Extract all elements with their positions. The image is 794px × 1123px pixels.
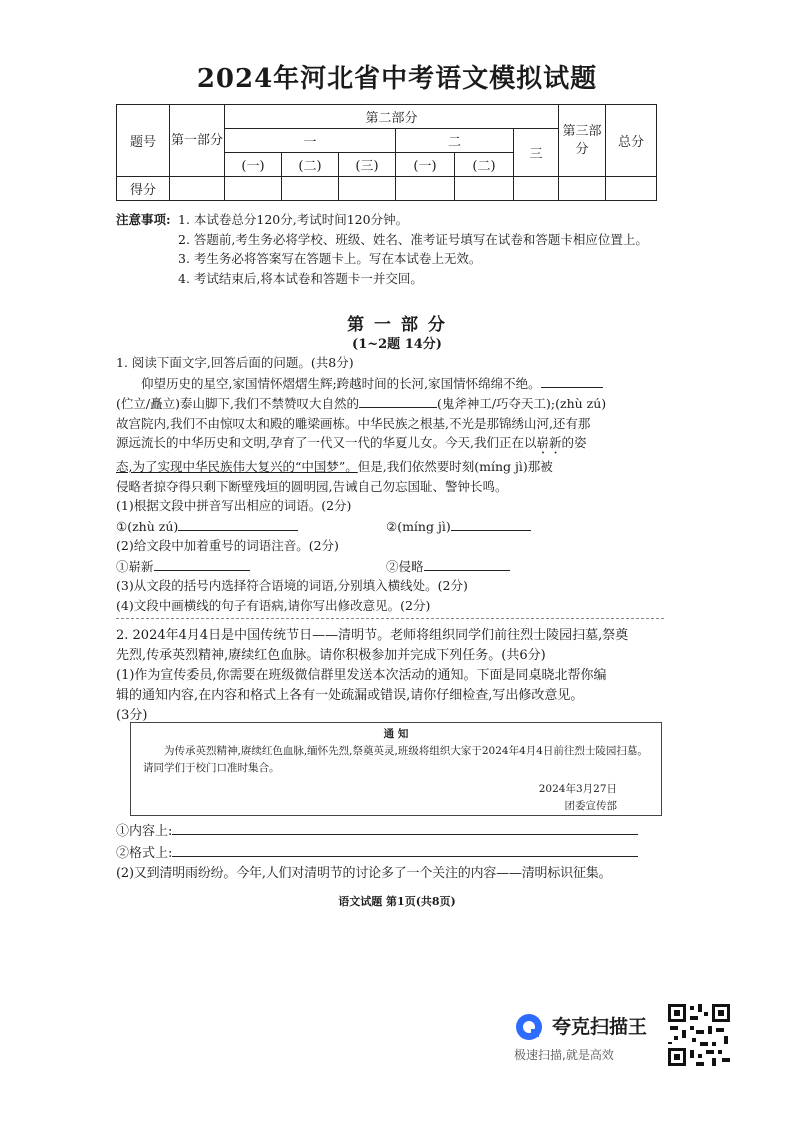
header-tihao: 题号 <box>117 105 170 177</box>
q1-stem: 1. 阅读下面文字,回答后面的问题。(共8分) <box>116 355 354 370</box>
notice-box <box>130 722 662 816</box>
score-table <box>116 104 657 201</box>
answer-blank[interactable] <box>541 373 603 388</box>
answer-blank[interactable] <box>172 842 638 857</box>
q1-para-line: (伫立/矗立)泰山脚下,我们不禁赞叹大自然的 (鬼斧神工/巧夺天工);(zhù zú) <box>116 393 664 414</box>
q2-line: 辑的通知内容,在内容和格式上各有一处疏漏或错误,请你仔细检查,写出修改意见。 <box>116 688 584 703</box>
q1-sub2-answers: ①崭新 ②侵略 <box>116 556 664 577</box>
page-footer: 语文试题 第1页(共8页) <box>338 895 456 908</box>
underlined-sentence: 态,为了实现中华民族伟大复兴的“中国梦”。 <box>116 459 358 474</box>
sub-col-4: (一) <box>396 153 455 177</box>
q1-sub4: (4)文段中画横线的句子有语病,请你写出修改意见。(2分) <box>116 597 431 613</box>
question-1 <box>116 353 664 615</box>
score-cell <box>170 177 225 201</box>
qr-code-icon <box>666 1002 732 1068</box>
q1-para-line: 故宫院内,我们不由惊叹太和殿的雕梁画栋。中华民族之根基,不光是那锦绣山河,还有那 <box>116 415 591 431</box>
q2-line: 2. 2024年4月4日是中国传统节日——清明节。老师将组织同学们前往烈士陵园扫墓,祭奠 <box>116 628 629 643</box>
answer-blank[interactable] <box>451 516 531 531</box>
scanner-brand <box>514 1008 664 1068</box>
score-cell <box>396 177 455 201</box>
notice-body: 为传承英烈精神,赓续红色血脉,缅怀先烈,祭奠英灵,班级将组织大家于2024年4月4日前往烈士陵园扫墓。请同学们于校门口准时集合。 <box>143 745 648 774</box>
q2-line: (2)又到清明雨纷纷。今年,人们对清明节的讨论多了一个关注的内容——清明标识征集。 <box>116 866 612 881</box>
q2-answer-format: ②格式上: <box>116 842 664 864</box>
q1-sub1: (1)根据文段中拼音写出相应的词语。(2分) <box>116 498 352 513</box>
answer-blank[interactable] <box>424 556 510 571</box>
q1-sub2: (2)给文段中加着重号的词语注音。(2分) <box>116 538 339 553</box>
note-1: 1. 本试卷总分120分,考试时间120分钟。 <box>178 212 409 227</box>
sub-col-3: (三) <box>339 153 396 177</box>
q2-answer-content: ①内容上: <box>116 820 664 842</box>
note-4: 4. 考试结束后,将本试卷和答题卡一并交回。 <box>178 270 423 286</box>
header-sec3: 三 <box>514 129 559 177</box>
header-sec1: 一 <box>225 129 396 153</box>
q1-para-line: 侵略者掠夺得只剩下断壁残垣的圆明园,告诫自己勿忘国耻、警钟长鸣。 <box>116 478 508 494</box>
brand-name: 夸克扫描王 <box>552 1016 648 1038</box>
note-3: 3. 考生务必将答案写在答题卡上。写在本试卷上无效。 <box>178 251 482 266</box>
notice-date: 2024年3月27日 <box>538 783 617 795</box>
q2-line: (1)作为宣传委员,你需要在班级微信群里发送本次活动的通知。下面是同桌晓北帮你编 <box>116 668 607 683</box>
q1-para-line: 态,为了实现中华民族伟大复兴的“中国梦”。但是,我们依然要时刻(míng jì)那被 <box>116 459 553 474</box>
scanner-logo-icon <box>514 1012 544 1042</box>
q1-sub3: (3)从文段的括号内选择符合语境的词语,分别填入横线处。(2分) <box>116 578 468 593</box>
answer-blank[interactable] <box>178 516 298 531</box>
part1-subtitle: (1~2题 14分) <box>352 337 442 352</box>
score-cell <box>559 177 606 201</box>
sub-col-1: (一) <box>225 153 282 177</box>
score-cell <box>225 177 282 201</box>
header-sec2: 二 <box>396 129 514 153</box>
page-title: 2024年河北省中考语文模拟试题 <box>196 64 598 94</box>
header-part2: 第二部分 <box>225 105 559 129</box>
notice-title: 通 知 <box>383 728 409 740</box>
note-2: 2. 答题前,考生务必将学校、班级、姓名、准考证号填写在试卷和答题卡相应位置上。 <box>178 231 648 247</box>
score-cell <box>339 177 396 201</box>
q1-sub1-answers: ①(zhù zú) ②(míng jì) <box>116 516 664 537</box>
q1-para-line: 源远流长的中华历史和文明,孕育了一代又一代的华夏儿女。今天,我们正在以崭新的姿 <box>116 435 587 450</box>
row-defen: 得分 <box>117 177 170 201</box>
score-cell <box>606 177 657 201</box>
part1-title: 第 一 部 分 <box>347 315 447 335</box>
header-part3: 第三部分 <box>559 105 606 177</box>
notes-label: 注意事项: <box>116 212 171 227</box>
answer-blank[interactable] <box>172 820 638 835</box>
emphasized-word: 崭新 <box>536 435 562 450</box>
answer-blank[interactable] <box>154 556 250 571</box>
notice-sign: 团委宣传部 <box>564 800 617 812</box>
sub-col-2: (二) <box>282 153 339 177</box>
q1-para-line: 仰望历史的星空,家国情怀熠熠生辉;跨越时间的长河,家国情怀绵绵不绝。 <box>116 373 664 394</box>
sub-col-5: (二) <box>455 153 514 177</box>
score-cell <box>282 177 339 201</box>
q2-line: (3分) <box>116 708 148 723</box>
score-cell <box>455 177 514 201</box>
header-part1: 第一部分 <box>170 105 225 177</box>
question-2 <box>116 626 664 726</box>
header-total: 总分 <box>606 105 657 177</box>
q2-line: 先烈,传承英烈精神,赓续红色血脉。请你积极参加并完成下列任务。(共6分) <box>116 648 546 663</box>
notes-section <box>116 210 648 288</box>
divider <box>116 618 664 619</box>
question-2-answers <box>116 820 664 884</box>
score-cell <box>514 177 559 201</box>
brand-slogan: 极速扫描,就是高效 <box>514 1048 614 1062</box>
answer-blank[interactable] <box>359 393 437 408</box>
